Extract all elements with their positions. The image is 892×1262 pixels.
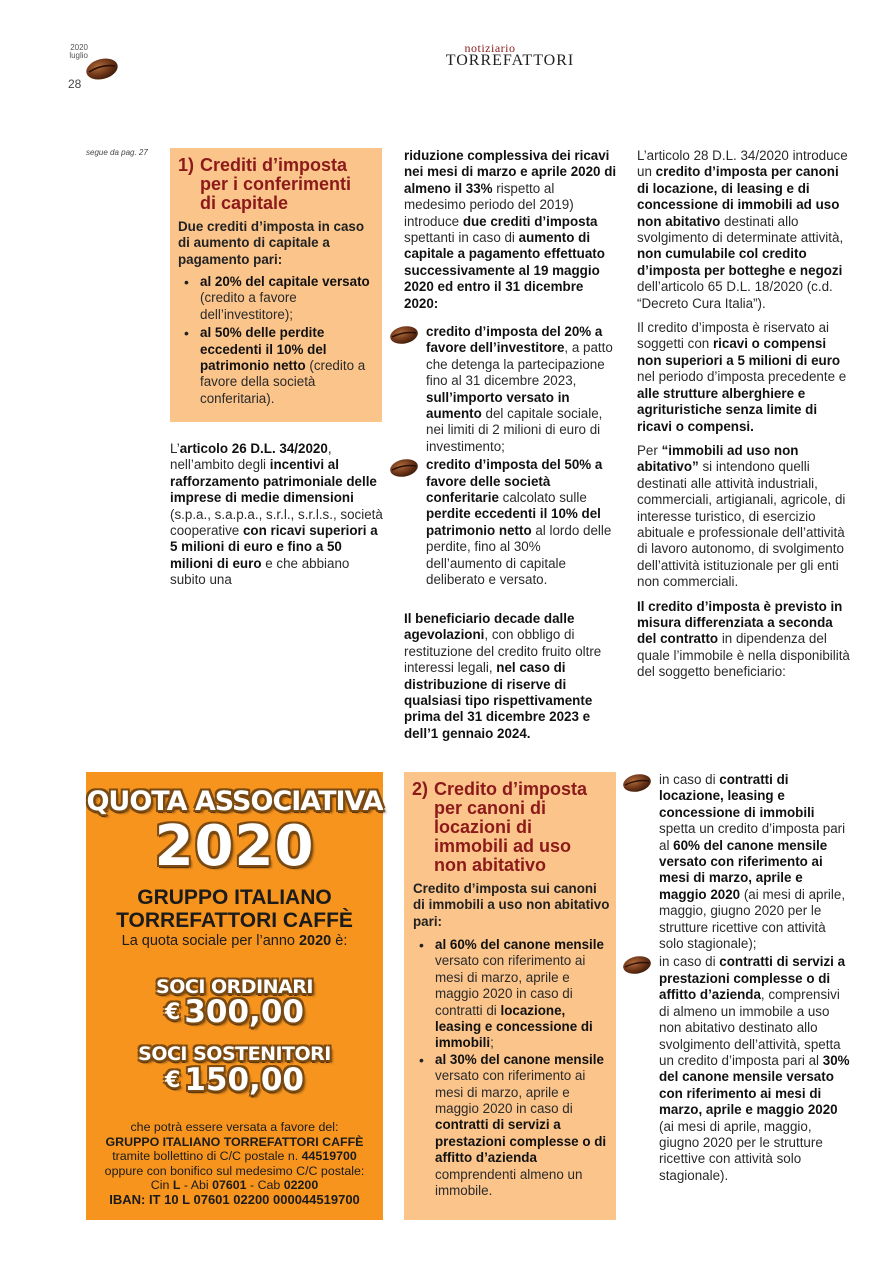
payment-line: Cin L - Abi 07601 - Cab 02200 — [150, 1178, 319, 1193]
col2-bean-list — [404, 324, 618, 591]
box1-number: 1) — [178, 155, 195, 175]
soci-sostenitori-label: SOCI SOSTENITORI — [138, 1043, 331, 1065]
box2-title-line: non abitativo — [434, 855, 546, 875]
coffee-bean-icon — [621, 772, 653, 794]
box2-title — [404, 780, 616, 890]
list-item: in caso di contratti di locazione, leasing e concessione di immobili spetta un credito d’imposta pari al 60% del canone mensile versato con riferimento ai mesi di marzo, aprile e maggio 2020 (ai mesi di aprile, maggio, giugno 2020 per le strutture ricettive con attività solo stagionale); — [637, 772, 853, 952]
col3-paragraph: Per “immobili ad uso non abitativo” si intendono quelli destinati alle attività industriali, commerciali, artigianali, agricole, di interesse turistico, di esercizio abituale e professionale dell’attività di lavoro autonomo, di svolgimento dell’attività istituzionale per gli enti non commerciali. — [637, 442, 846, 590]
quota-org-name: GRUPPO ITALIANO — [137, 886, 332, 909]
issue-month: luglio — [69, 51, 88, 60]
box2-intro: Credito d’imposta sui canoni di immobili a uso non abitativo pari: — [413, 881, 610, 929]
payment-line: oppure con bonifico sul medesimo C/C postale: — [104, 1163, 365, 1178]
soci-ordinari-amount: € 300,00 — [165, 994, 304, 1030]
euro-icon: € — [165, 1068, 181, 1093]
payment-line: tramite bollettino di C/C postale n. 44519700 — [112, 1149, 357, 1164]
payment-line: che potrà essere versata a favore del: — [130, 1120, 339, 1134]
col1-paragraph: L’articolo 26 D.L. 34/2020, nell’ambito degli incentivi al rafforzamento patrimoniale delle imprese di medie dimensioni (s.p.a., s.a.p.a., s.r.l., s.r.l.s., società cooperative con ricavi superiori a 5 milioni di euro e fino a 50 milioni di euro e che abbiano subito una — [170, 441, 383, 588]
quota-year: 2020 — [154, 814, 315, 879]
issue-year: 2020 — [70, 43, 88, 52]
continued-note: segue da pag. 27 — [86, 148, 148, 157]
list-item: credito d’imposta del 50% a favore delle società conferitarie calcolato sulle perdite eccedenti il 10% del patrimonio netto al lordo delle perdite, fino al 30% dell’aumento di capitale deliberato e versato. — [404, 457, 618, 588]
box1-title-line: di capitale — [200, 193, 289, 213]
box1-title-line: Crediti d’imposta — [200, 155, 348, 175]
list-item: in caso di contratti di servizi a prestazioni complesse o di affitto d’azienda, comprensivi di almeno un immobile a uso non abitativo destinato allo svolgimento dell’attività, spetta un credito d’imposta pari al 30% del canone mensile versato con riferimento ai mesi di marzo, aprile e maggio 2020 (ai mesi di aprile, maggio, giugno 2020 per le strutture ricettive con attività solo stagionale). — [637, 954, 853, 1184]
col3-paragraphs — [637, 148, 853, 681]
list-item: • al 30% del canone mensile versato con riferimento ai mesi di marzo, aprile e maggio 2020 in caso di contratti di servizi a prestazioni complesse o di affitto d’azienda comprendenti almeno un immobile. — [413, 1052, 613, 1200]
soci-ordinari-label: SOCI ORDINARI — [156, 976, 313, 998]
quota-title: QUOTA ASSOCIATIVA — [86, 786, 383, 817]
box2-number: 2) — [412, 779, 429, 799]
box2-title-line: per canoni di — [434, 798, 547, 818]
coffee-bean-icon — [84, 56, 120, 82]
box1-title-line: per i conferimenti — [200, 174, 352, 194]
coffee-bean-icon — [621, 954, 653, 976]
quota-org-name: TORREFATTORI CAFFÈ — [116, 909, 353, 932]
euro-icon: € — [165, 1000, 181, 1025]
box2-title-line: locazioni di — [434, 817, 533, 837]
list-item: • al 50% delle perdite eccedenti il 10% del patrimonio netto (credito a favore della società conferitaria). — [178, 325, 382, 407]
list-item: • al 20% del capitale versato (credito a favore dell’investitore); — [178, 274, 382, 323]
soci-sostenitori-amount: € 150,00 — [165, 1062, 304, 1098]
payment-line: IBAN: IT 10 L 07601 02200 000044519700 — [109, 1191, 360, 1207]
col3-bean-list — [637, 772, 853, 1186]
quota-subtitle: La quota sociale per l’anno 2020 è: — [121, 933, 348, 949]
brand-subtitle: notiziario — [464, 41, 516, 55]
brand-title: TORREFATTORI — [445, 52, 575, 69]
list-item: credito d’imposta del 20% a favore dell’investitore, a patto che detenga la partecipazione fino al 31 dicembre 2023, sull’importo versato in aumento del capitale sociale, nei limiti di 2 milioni di euro di investimento; — [404, 324, 618, 455]
coffee-bean-icon — [388, 457, 420, 479]
col3-paragraph: Il credito d’imposta è riservato ai soggetti con ricavi o compensi non superiori a 5 milioni di euro nel periodo d’imposta precedente e alle strutture alberghiere e agrituristiche senza limite di ricavi o compensi. — [637, 320, 847, 434]
payment-info — [86, 1120, 383, 1208]
box1-title — [170, 156, 382, 222]
col2-decadenza-paragraph: Il beneficiario decade dalle agevolazioni, con obbligo di restituzione del credito fruito oltre interessi legali, nel caso di distribuzione di riserve di qualsiasi tipo rispettivamente prima del 31 dicembre 2023 e dell’1 gennaio 2024. — [404, 611, 602, 741]
box2-title-line: Credito d’imposta — [434, 779, 588, 799]
box-credito-canoni — [404, 772, 616, 1220]
box-crediti-conferimenti — [170, 148, 382, 422]
coffee-bean-icon — [388, 324, 420, 346]
quota-associativa-box — [86, 772, 383, 1220]
list-item: • al 60% del canone mensile versato con riferimento ai mesi di marzo, aprile e maggio 2020 in caso di contratti di locazione, leasing e concessione di immobili; — [413, 937, 613, 1052]
col3-paragraph: L’articolo 28 D.L. 34/2020 introduce un credito d’imposta per canoni di locazione, di leasing e di concessione di immobili ad uso non abitativo destinati allo svolgimento di determinate attività, non cumulabile col credito d’imposta per botteghe e negozi dell’articolo 65 D.L. 18/2020 (c.d. “Decreto Cura Italia”). — [637, 148, 848, 311]
box2-list — [413, 937, 613, 1200]
box1-intro: Due crediti d’imposta in caso di aumento di capitale a pagamento pari: — [178, 219, 365, 267]
box1-list — [178, 274, 382, 409]
col3-paragraph: Il credito d’imposta è previsto in misura differenziata a seconda del contratto in dipendenza del quale l’immobile è nella disponibilità del soggetto beneficiario: — [637, 598, 850, 680]
box2-title-line: immobili ad uso — [434, 836, 572, 856]
col2-intro-paragraph: riduzione complessiva dei ricavi nei mesi di marzo e aprile 2020 di almeno il 33% rispetto al medesimo periodo del 2019) introduce due crediti d’imposta spettanti in caso di aumento di capitale a pagamento effettuato successivamente al 19 maggio 2020 ed entro il 31 dicembre 2020: — [404, 148, 617, 311]
payment-line: GRUPPO ITALIANO TORREFATTORI CAFFÈ — [105, 1134, 364, 1149]
page-number: 28 — [68, 77, 82, 91]
